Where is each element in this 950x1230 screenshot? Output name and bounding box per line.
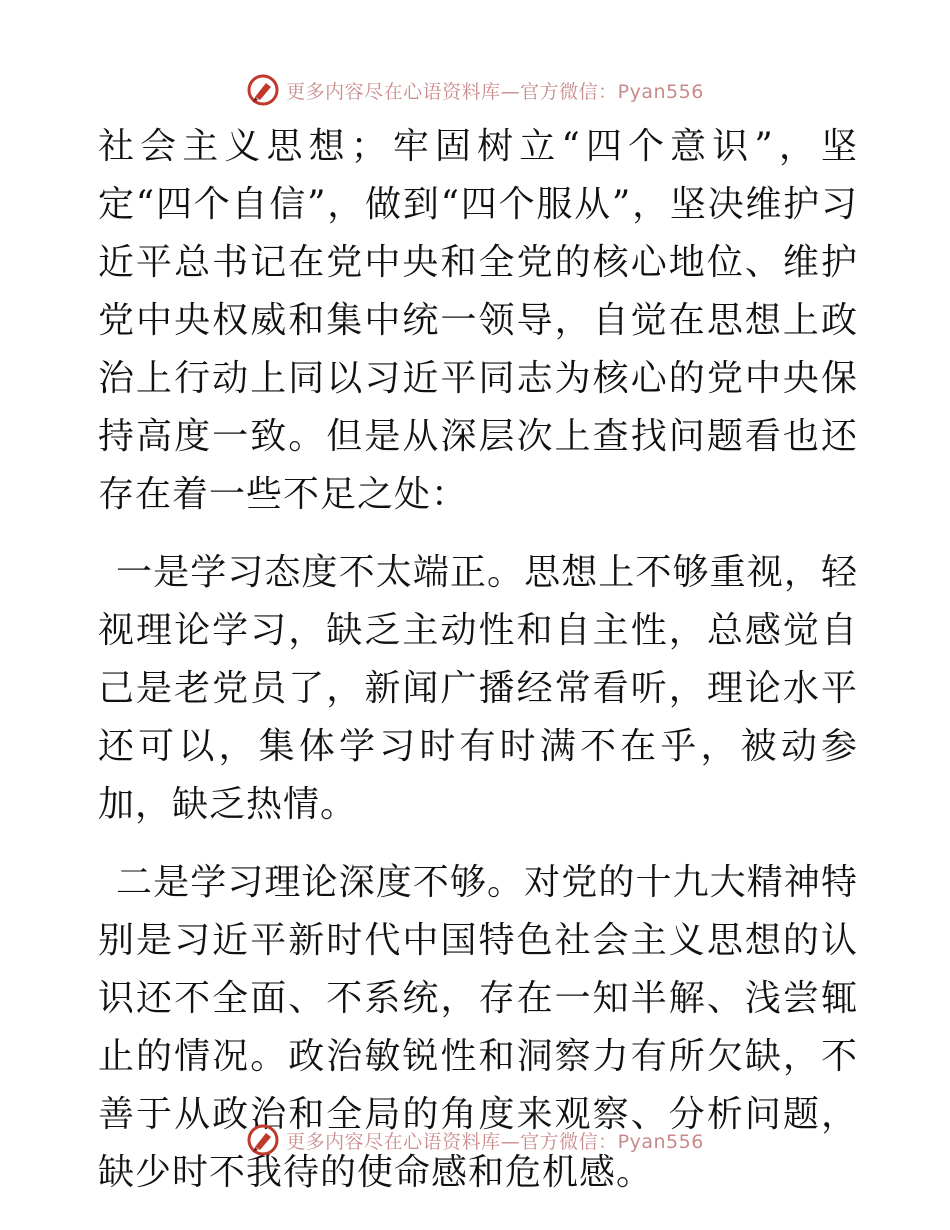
header-banner	[0, 70, 950, 110]
paragraph-point-one: 一是学习态度不太端正。思想上不够重视，轻视理论学习，缺乏主动性和自主性，总感觉自己是老党员了，新闻广播经常看听，理论水平还可以，集体学习时有时满不在乎，被动参加，缺乏热情。	[98, 552, 858, 825]
document-body	[98, 118, 858, 1202]
paragraph-point-two: 二是学习理论深度不够。对党的十九大精神特别是习近平新时代中国特色社会主义思想的认识还不全面、不系统，存在一知半解、浅尝辄止的情况。政治敏锐性和洞察力有所欠缺，不善于从政治和全局的角度来观察、分析问题，缺少时不我待的使命感和危机感。	[98, 862, 858, 1193]
paragraph-intro: 社会主义思想；牢固树立“四个意识”，坚定“四个自信”，做到“四个服从”，坚决维护习近平总书记在党中央和全党的核心地位、维护党中央权威和集中统一领导，自觉在思想上政治上行动上同以习近平同志为核心的党中央保持高度一致。但是从深层次上查找问题看也还存在着一些不足之处：	[98, 126, 858, 515]
header-banner-text: 更多内容尽在心语资料库—官方微信：Pyan556	[286, 80, 704, 103]
pen-logo-icon	[246, 1123, 280, 1157]
pen-logo-icon	[246, 73, 280, 107]
footer-banner-text: 更多内容尽在心语资料库—官方微信：Pyan556	[286, 1130, 704, 1153]
footer-banner	[0, 1120, 950, 1160]
